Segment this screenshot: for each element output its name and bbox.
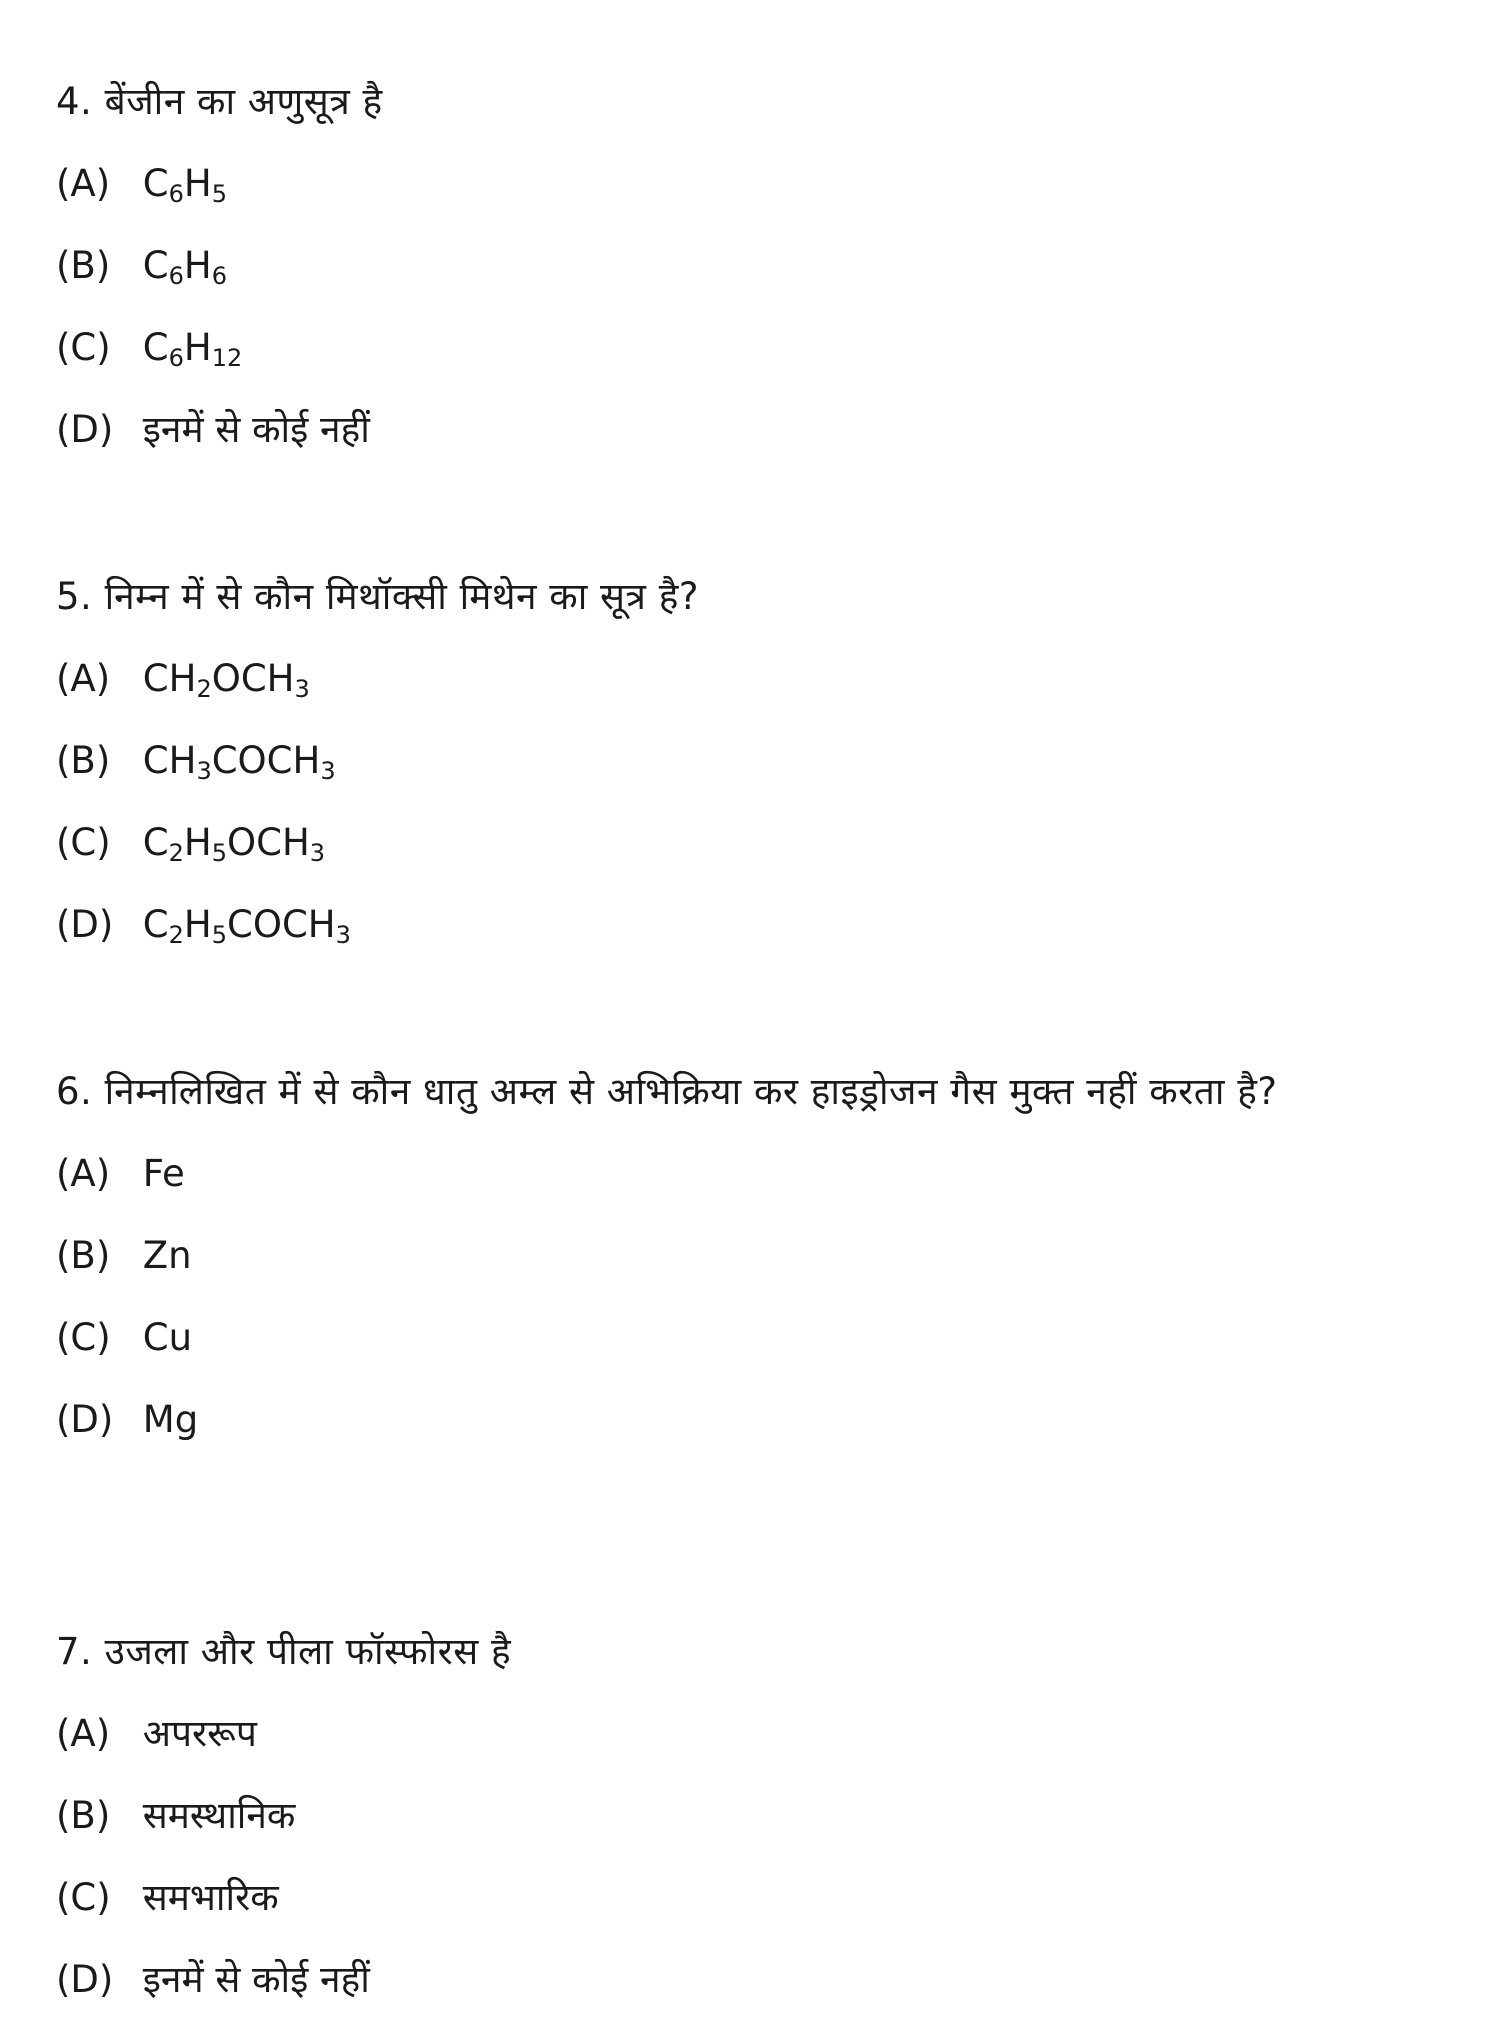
option-c	[56, 1866, 1396, 1930]
formula-subscript: 12	[211, 344, 243, 372]
option-label: (B)	[56, 1234, 111, 1277]
option-label: (D)	[56, 903, 114, 946]
option-text-segment: Zn	[142, 1234, 192, 1277]
option-text-segment: समभारिक	[142, 1876, 279, 1919]
option-a	[56, 1702, 1396, 1766]
option-a	[56, 1142, 1396, 1206]
option-b	[56, 1784, 1396, 1848]
formula-subscript: 3	[320, 757, 336, 785]
option-c	[56, 811, 1396, 875]
option-text	[142, 657, 310, 703]
option-text-segment: H	[183, 326, 212, 369]
option-text-segment: H	[183, 162, 212, 205]
option-b	[56, 1224, 1396, 1288]
option-text-segment: C	[142, 821, 169, 864]
option-text-segment: इनमें से कोई नहीं	[142, 1958, 370, 2001]
option-label: (A)	[56, 1712, 111, 1755]
option-label: (A)	[56, 657, 111, 700]
option-text	[142, 162, 227, 208]
option-text-segment: C	[142, 903, 169, 946]
question-5	[56, 565, 1396, 975]
option-text-segment: Fe	[142, 1152, 185, 1195]
option-label: (C)	[56, 1876, 111, 1919]
option-label: (A)	[56, 162, 111, 205]
option-text-segment: Cu	[142, 1316, 193, 1359]
option-text-segment: H	[183, 244, 212, 287]
formula-subscript: 3	[335, 921, 351, 949]
formula-subscript: 3	[294, 675, 310, 703]
option-label: (A)	[56, 1152, 111, 1195]
option-text	[143, 1712, 257, 1755]
question-7	[56, 1620, 1396, 2030]
option-text	[143, 1958, 370, 2001]
option-text-segment: Mg	[142, 1398, 199, 1441]
option-text-segment: C	[142, 162, 169, 205]
option-label: (C)	[56, 326, 111, 369]
option-label: (D)	[56, 1398, 114, 1441]
question-6	[56, 1060, 1396, 1470]
formula-subscript: 3	[309, 839, 326, 867]
option-text-segment: OCH	[211, 657, 295, 700]
option-text	[142, 326, 243, 372]
option-text-segment: OCH	[227, 821, 310, 864]
option-label: (C)	[56, 821, 111, 864]
question-stem: 4. बेंजीन का अणुसूत्र है	[56, 80, 383, 123]
option-label: (D)	[56, 408, 114, 451]
option-text-segment: H	[183, 821, 212, 864]
option-text-segment: अपररूप	[142, 1712, 257, 1755]
formula-subscript: 2	[168, 839, 184, 867]
option-a	[56, 647, 1396, 711]
option-label: (B)	[56, 1794, 111, 1837]
option-a	[56, 152, 1396, 216]
option-d	[56, 893, 1396, 957]
formula-subscript: 6	[168, 344, 184, 372]
option-text-segment: CH	[142, 739, 197, 782]
option-d	[56, 1388, 1396, 1452]
option-text	[142, 903, 351, 949]
option-text	[143, 1152, 185, 1195]
formula-subscript: 6	[211, 262, 227, 290]
option-text	[143, 1876, 279, 1919]
option-text-segment: C	[142, 326, 169, 369]
question-stem: 7. उजला और पीला फॉस्फोरस है	[56, 1630, 512, 1673]
option-text-segment: समस्थानिक	[142, 1794, 296, 1837]
option-d	[56, 398, 1396, 462]
option-text	[142, 244, 227, 290]
question-4	[56, 70, 1396, 480]
option-label: (D)	[56, 1958, 114, 2001]
formula-subscript: 3	[196, 757, 212, 785]
option-text-segment: CH	[142, 657, 197, 700]
option-label: (B)	[56, 244, 111, 287]
option-label: (C)	[56, 1316, 111, 1359]
formula-subscript: 5	[211, 180, 227, 208]
formula-subscript: 6	[168, 180, 184, 208]
option-c	[56, 316, 1396, 380]
formula-subscript: 5	[211, 921, 227, 949]
option-c	[56, 1306, 1396, 1370]
option-text-segment: इनमें से कोई नहीं	[142, 408, 370, 451]
option-text	[143, 1316, 192, 1359]
option-text-segment: H	[183, 903, 212, 946]
option-text-segment: COCH	[227, 903, 336, 946]
option-text	[143, 1398, 198, 1441]
option-d	[56, 1948, 1396, 2012]
formula-subscript: 6	[168, 262, 184, 290]
option-text-segment: COCH	[211, 739, 321, 782]
option-text	[142, 821, 326, 867]
option-text-segment: C	[142, 244, 169, 287]
option-text	[143, 408, 370, 451]
formula-subscript: 5	[211, 839, 227, 867]
formula-subscript: 2	[196, 675, 212, 703]
option-text	[143, 1794, 296, 1837]
option-label: (B)	[56, 739, 111, 782]
option-text	[143, 1234, 192, 1277]
question-stem: 5. निम्न में से कौन मिथॉक्सी मिथेन का सूत्र है?	[56, 575, 700, 618]
option-text	[142, 739, 336, 785]
option-b	[56, 729, 1396, 793]
formula-subscript: 2	[168, 921, 184, 949]
question-stem: 6. निम्नलिखित में से कौन धातु अम्ल से अभिक्रिया कर हाइड्रोजन गैस मुक्त नहीं करता है?	[56, 1070, 1278, 1113]
option-b	[56, 234, 1396, 298]
